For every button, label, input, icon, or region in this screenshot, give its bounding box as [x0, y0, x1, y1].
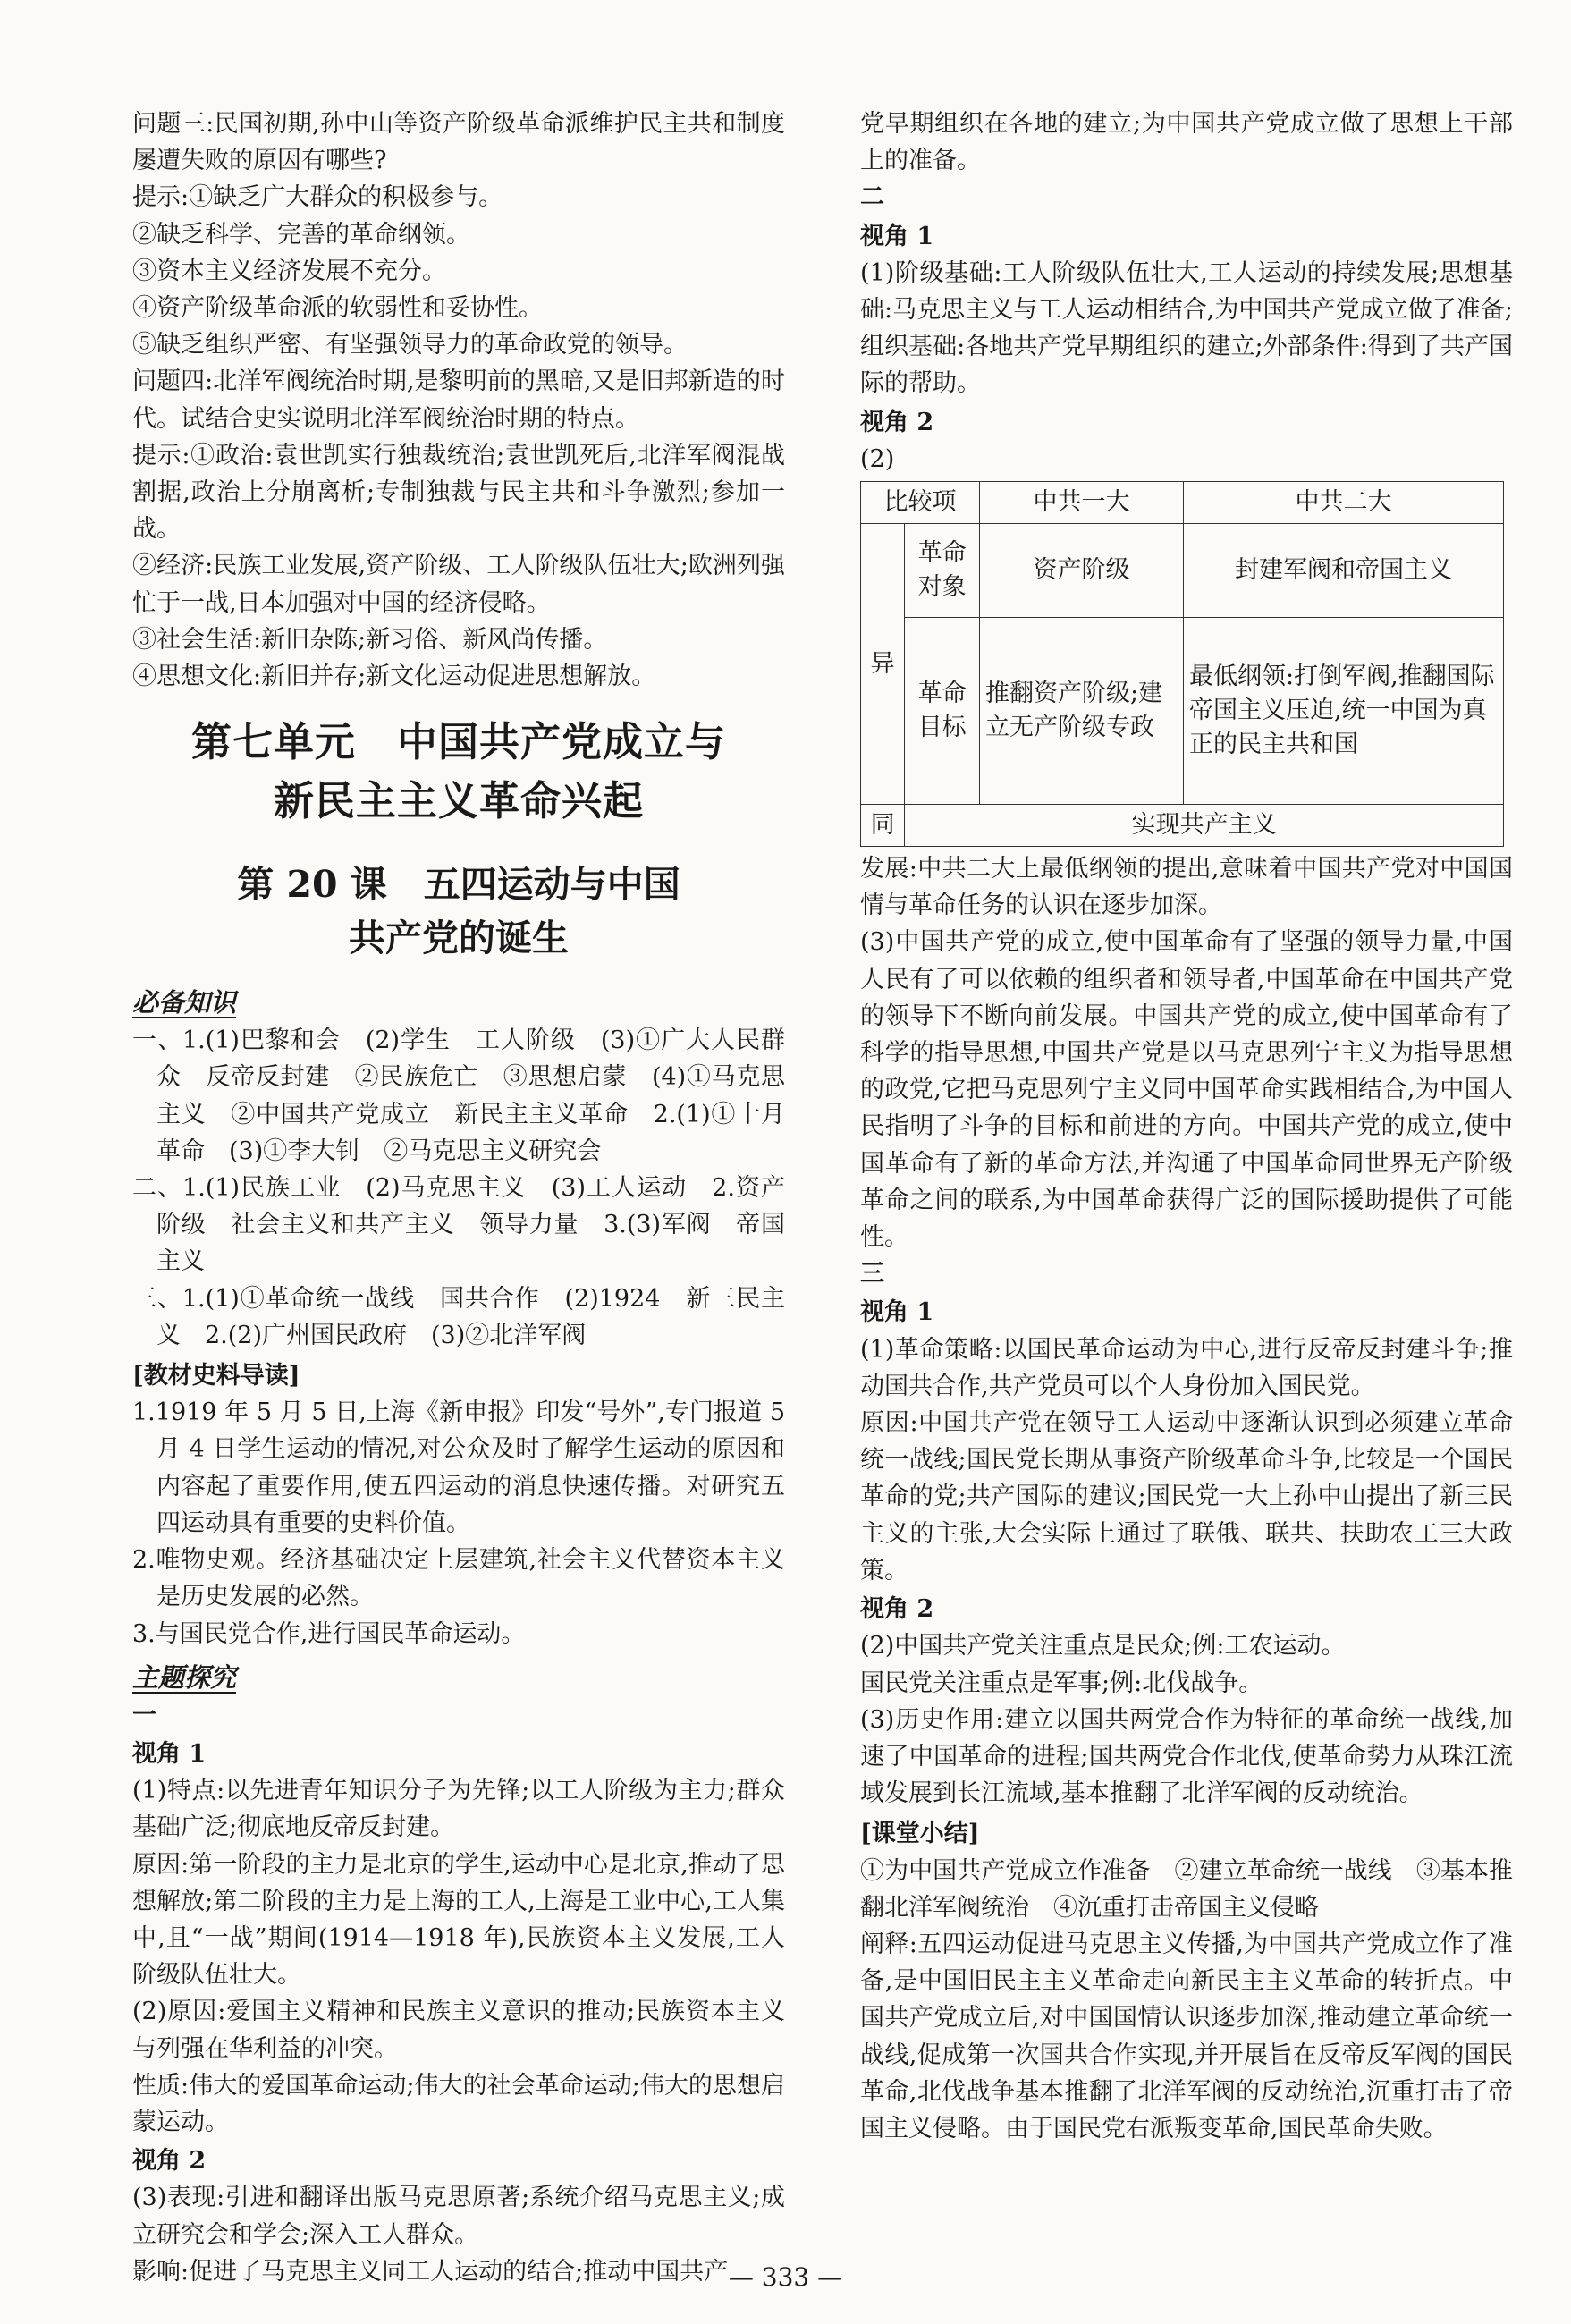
- lesson-title: 第 20 课 五四运动与中国 共产党的诞生: [237, 863, 680, 960]
- continued-text: 党早期组织在各地的建立;为中国共产党成立做了思想上干部上的准备。: [860, 110, 1513, 175]
- table-row: [861, 524, 1504, 618]
- view-text: (3)中国共产党的成立,使中国革命有了坚强的领导力量,中国人民有了可以依赖的组织者和领导者,中国革命在中国共产党的领导下不断向前发展。中国共产党的成立,使中国革命有了科学的指导思想,中国共产党是以马克思列宁主义为指导思想的政党,它把马克思列宁主义同中国革命实践相结合,为中国人民指明了斗争的目标和前进的方向。中国共产党的成立,使中国革命有了新的革命方法,并沟通了中国革命同世界无产阶级革命之间的联系,为中国革命获得广泛的国际援助提供了可能性。: [860, 928, 1513, 1252]
- guide-item: 3.与国民党合作,进行国民革命运动。: [132, 1619, 526, 1648]
- hint-line: ②缺乏科学、完善的革命纲领。: [132, 220, 470, 249]
- table-row-label: 革命目标: [905, 618, 980, 805]
- table-cell: 封建军阀和帝国主义: [1184, 524, 1504, 618]
- knowledge-item: 三、1.(1)①革命统一战线 国共合作 (2)1924 新三民主义 2.(2)广州国民政府 (3)②北洋军阀: [132, 1284, 785, 1349]
- table-row: [861, 805, 1504, 847]
- table-cell: 最低纲领:打倒军阀,推翻国际帝国主义压迫,统一中国为真正的民主共和国: [1184, 618, 1504, 805]
- view-heading: 视角 2: [132, 2147, 207, 2176]
- knowledge-item: 一、1.(1)巴黎和会 (2)学生 工人阶级 (3)①广大人民群众 反帝反封建 ②民族危亡 ③思想启蒙 (4)①马克思主义 ②中国共产党成立 新民主主义革命 2.(1)①十月革命 (3)①李大钊 ②马克思主义研究会: [132, 1027, 785, 1165]
- summary-label: [课堂小结]: [860, 1820, 980, 1848]
- right-column: [860, 106, 1513, 2147]
- view-heading: 视角 1: [860, 222, 934, 250]
- unit-title: 第七单元 中国共产党成立与 新民主主义革命兴起: [190, 718, 726, 825]
- comparison-table: [860, 481, 1504, 847]
- table-header-second: 中共二大: [1184, 482, 1504, 524]
- table-header-first: 中共一大: [980, 482, 1184, 524]
- section-one: 一: [132, 1701, 156, 1729]
- section-two: 二: [860, 183, 884, 212]
- table-cell: 实现共产主义: [905, 805, 1504, 847]
- view-text: 原因:第一阶段的主力是北京的学生,运动中心是北京,推动了思想解放;第二阶段的主力是上海的工人,上海是工业中心,工人集中,且“一战”期间(1914—1918 年),民族资本主义发展,工人阶级队伍壮大。: [132, 1850, 785, 1990]
- view-heading: 视角 2: [860, 408, 934, 436]
- page-number: — 333 —: [728, 2262, 843, 2292]
- section-three: 三: [860, 1260, 884, 1289]
- hint-line: ④思想文化:新旧并存;新文化运动促进思想解放。: [132, 663, 656, 691]
- guide-label: [教材史料导读]: [132, 1362, 300, 1390]
- view-text: 原因:中国共产党在领导工人运动中逐渐认识到必须建立革命统一战线;国民党长期从事资产阶级革命斗争,比较是一个国民革命的党;共产国际的建议;国民党一大上孙中山提出了新三民主义的主张,大会实际上通过了联俄、联共、扶助农工三大政策。: [860, 1409, 1513, 1585]
- hint-line: ③社会生活:新旧杂陈;新习俗、新风尚传播。: [132, 625, 608, 654]
- view-heading: 视角 2: [860, 1595, 934, 1624]
- table-cell: 推翻资产阶级;建立无产阶级专政: [980, 618, 1184, 805]
- view-heading: 视角 1: [132, 1739, 207, 1768]
- knowledge-item: 二、1.(1)民族工业 (2)马克思主义 (3)工人运动 2.资产阶级 社会主义和共产主义 领导力量 3.(3)军阀 帝国主义: [132, 1174, 785, 1276]
- hint-line: ②经济:民族工业发展,资产阶级、工人阶级队伍壮大;欧洲列强忙于一战,日本加强对中国的经济侵略。: [132, 552, 785, 617]
- question-three: 问题三:民国初期,孙中山等资产阶级革命派维护民主共和制度屡遭失败的原因有哪些?: [132, 110, 785, 175]
- view-text: (3)历史作用:建立以国共两党合作为特征的革命统一战线,加速了中国革命的进程;国共两党合作北伐,使革命势力从珠江流域发展到长江流域,基本推翻了北洋军阀的反动统治。: [860, 1705, 1513, 1808]
- view-text: (1)革命策略:以国民革命运动为中心,进行反帝反封建斗争;推动国共合作,共产党员可以个人身份加入国民党。: [860, 1335, 1513, 1400]
- view-text: (3)表现:引进和翻译出版马克思原著;系统介绍马克思主义;成立研究会和学会;深入工人群众。: [132, 2184, 785, 2249]
- view-text: 国民党关注重点是军事;例:北伐战争。: [860, 1669, 1263, 1697]
- table-cell: 资产阶级: [980, 524, 1184, 618]
- table-same-label: 同: [861, 805, 905, 847]
- view-text: (2)原因:爱国主义精神和民族主义意识的推动;民族资本主义与列强在华利益的冲突。: [132, 1998, 785, 2063]
- view-text: 影响:促进了马克思主义同工人运动的结合;推动中国共产: [132, 2257, 729, 2286]
- left-column: [132, 106, 785, 2290]
- question-four: 问题四:北洋军阀统治时期,是黎明前的黑暗,又是旧邦新造的时代。试结合史实说明北洋军阀统治时期的特点。: [132, 368, 785, 433]
- topic-label: 主题探究: [132, 1661, 237, 1693]
- hint-line: 提示:①缺乏广大群众的积极参与。: [132, 183, 503, 212]
- table-row-label: 革命对象: [905, 524, 980, 618]
- guide-item: 1.1919 年 5 月 5 日,上海《新申报》印发“号外”,专门报道 5 月 4 日学生运动的情况,对公众及时了解学生运动的原因和内容起了重要作用,使五四运动的消息快速传播。对研究五四运动具有重要的史料价值。: [132, 1399, 785, 1537]
- guide-item: 2.唯物史观。经济基础决定上层建筑,社会主义代替资本主义是历史发展的必然。: [132, 1546, 785, 1611]
- table-marker: (2): [860, 444, 895, 473]
- table-header-row: [861, 482, 1504, 524]
- hint-line: ④资产阶级革命派的软弱性和妥协性。: [132, 294, 543, 323]
- view-text: (2)中国共产党关注重点是民众;例:工农运动。: [860, 1632, 1346, 1661]
- view-heading: 视角 1: [860, 1298, 934, 1327]
- table-row: [861, 618, 1504, 805]
- summary-text: ①为中国共产党成立作准备 ②建立革命统一战线 ③基本推翻北洋军阀统治 ④沉重打击帝国主义侵略: [860, 1856, 1513, 1922]
- hint-line: 提示:①政治:袁世凯实行独裁统治;袁世凯死后,北洋军阀混战割据,政治上分崩离析;专制独裁与民主共和斗争激烈;参加一战。: [132, 441, 785, 544]
- view-text: 性质:伟大的爱国革命运动;伟大的社会革命运动;伟大的思想启蒙运动。: [132, 2071, 785, 2136]
- view-text: (1)阶级基础:工人阶级队伍壮大,工人运动的持续发展;思想基础:马克思主义与工人运动相结合,为中国共产党成立做了准备;组织基础:各地共产党早期组织的建立;外部条件:得到了共产国际的帮助。: [860, 258, 1513, 398]
- hint-line: ⑤缺乏组织严密、有坚强领导力的革命政党的领导。: [132, 331, 688, 359]
- table-diff-label: 异: [861, 524, 905, 805]
- knowledge-label: 必备知识: [132, 987, 237, 1018]
- table-header-item: 比较项: [861, 482, 980, 524]
- summary-text: 阐释:五四运动促进马克思主义传播,为中国共产党成立作了准备,是中国旧民主主义革命走向新民主主义革命的转折点。中国共产党成立后,对中国国情认识逐步加深,推动建立革命统一战线,促成第一次国共合作实现,并开展旨在反帝反军阀的国民革命,北伐战争基本推翻了北洋军阀的反动统治,沉重打击了帝国主义侵略。由于国民党右派叛变革命,国民革命失败。: [860, 1930, 1513, 2142]
- view-text: (1)特点:以先进青年知识分子为先锋;以工人阶级为主力;群众基础广泛;彻底地反帝反封建。: [132, 1777, 785, 1842]
- hint-line: ③资本主义经济发展不充分。: [132, 257, 446, 285]
- view-text: 发展:中共二大上最低纲领的提出,意味着中国共产党对中国国情与革命任务的认识在逐步加深。: [860, 855, 1513, 920]
